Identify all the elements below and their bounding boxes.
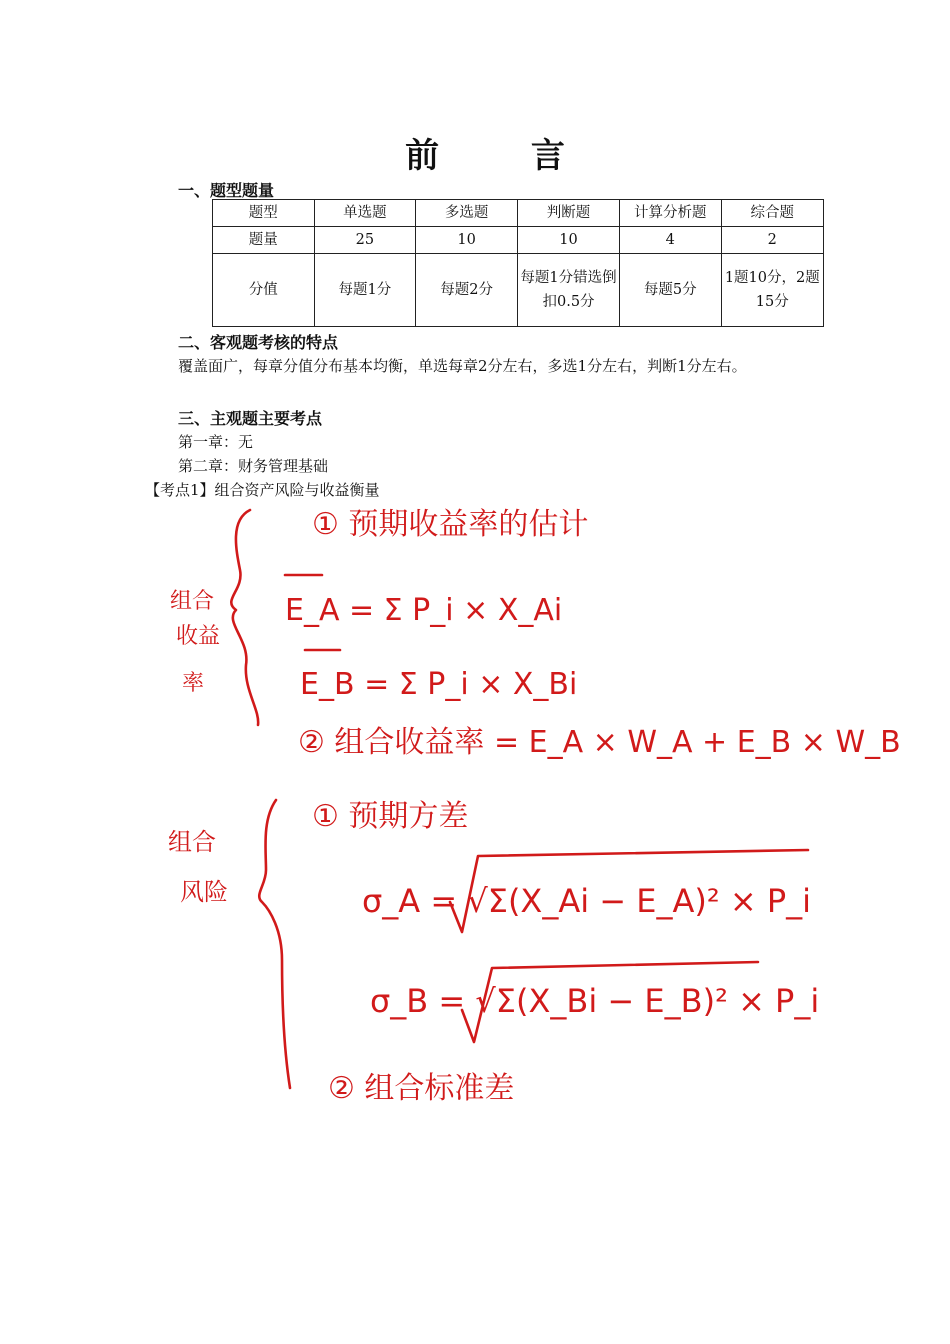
table-cell: 计算分析题 — [620, 200, 722, 227]
table-cell: 题型 — [213, 200, 315, 227]
side-note-1: 收益 — [176, 624, 221, 649]
table-cell: 25 — [314, 227, 416, 254]
formula-eb: E_B = Σ P_i × X_Bi — [300, 667, 578, 702]
key-point-heading: 【考点1】组合资产风险与收益衡量 — [145, 481, 380, 499]
side-note-2: 组合 — [168, 828, 216, 856]
formula-ea: E_A = Σ P_i × X_Ai — [285, 593, 563, 628]
table-cell: 4 — [620, 227, 722, 254]
section-heading-objective: 二、客观题考核的特点 — [178, 333, 339, 352]
table-cell: 每题1分 — [314, 254, 416, 327]
handwritten-line-4: ② 组合标准差 — [328, 1071, 515, 1106]
side-note-1: 率 — [182, 671, 205, 696]
handwritten-line-2: ② 组合收益率 = E_A × W_A + E_B × W_B — [298, 725, 901, 760]
handwritten-line-3: ① 预期方差 — [312, 799, 469, 834]
table-cell: 单选题 — [314, 200, 416, 227]
table-cell: 综合题 — [721, 200, 823, 227]
left-brace-2 — [259, 800, 290, 1088]
table-cell: 10 — [416, 227, 518, 254]
chapter-2-line: 第二章：财务管理基础 — [178, 457, 329, 475]
objective-paragraph: 覆盖面广，每章分值分布基本均衡，单选每章2分左右，多选1分左右，判断1分左右。 — [178, 357, 747, 375]
formula-sigma-a: σ_A = √Σ(X_Ai − E_A)² × P_i — [362, 882, 812, 920]
table-cell: 2 — [721, 227, 823, 254]
table-cell: 每题1分错选倒扣0.5分 — [518, 254, 620, 327]
table-cell: 10 — [518, 227, 620, 254]
table-row-count — [213, 227, 824, 254]
table-cell: 1题10分，2题15分 — [721, 254, 823, 327]
table-cell: 多选题 — [416, 200, 518, 227]
table-row-header — [213, 200, 824, 227]
table-cell: 每题5分 — [620, 254, 722, 327]
left-brace-1 — [231, 510, 258, 725]
side-note-2: 风险 — [180, 878, 228, 906]
table-cell: 分值 — [213, 254, 315, 327]
table-cell: 判断题 — [518, 200, 620, 227]
table-row-score — [213, 254, 824, 327]
formula-sigma-b: σ_B = √Σ(X_Bi − E_B)² × P_i — [370, 982, 820, 1020]
question-type-table — [212, 199, 824, 327]
section-heading-question-types: 一、题型题量 — [178, 181, 275, 200]
chapter-1-line: 第一章：无 — [178, 433, 254, 451]
page-title: 前 言 — [405, 136, 605, 176]
section-heading-subjective: 三、主观题主要考点 — [178, 409, 323, 428]
table-cell: 每题2分 — [416, 254, 518, 327]
table-cell: 题量 — [213, 227, 315, 254]
handwritten-line-1: ① 预期收益率的估计 — [312, 507, 589, 542]
handwritten-notes — [0, 490, 950, 1130]
side-note-1: 组合 — [170, 589, 215, 614]
